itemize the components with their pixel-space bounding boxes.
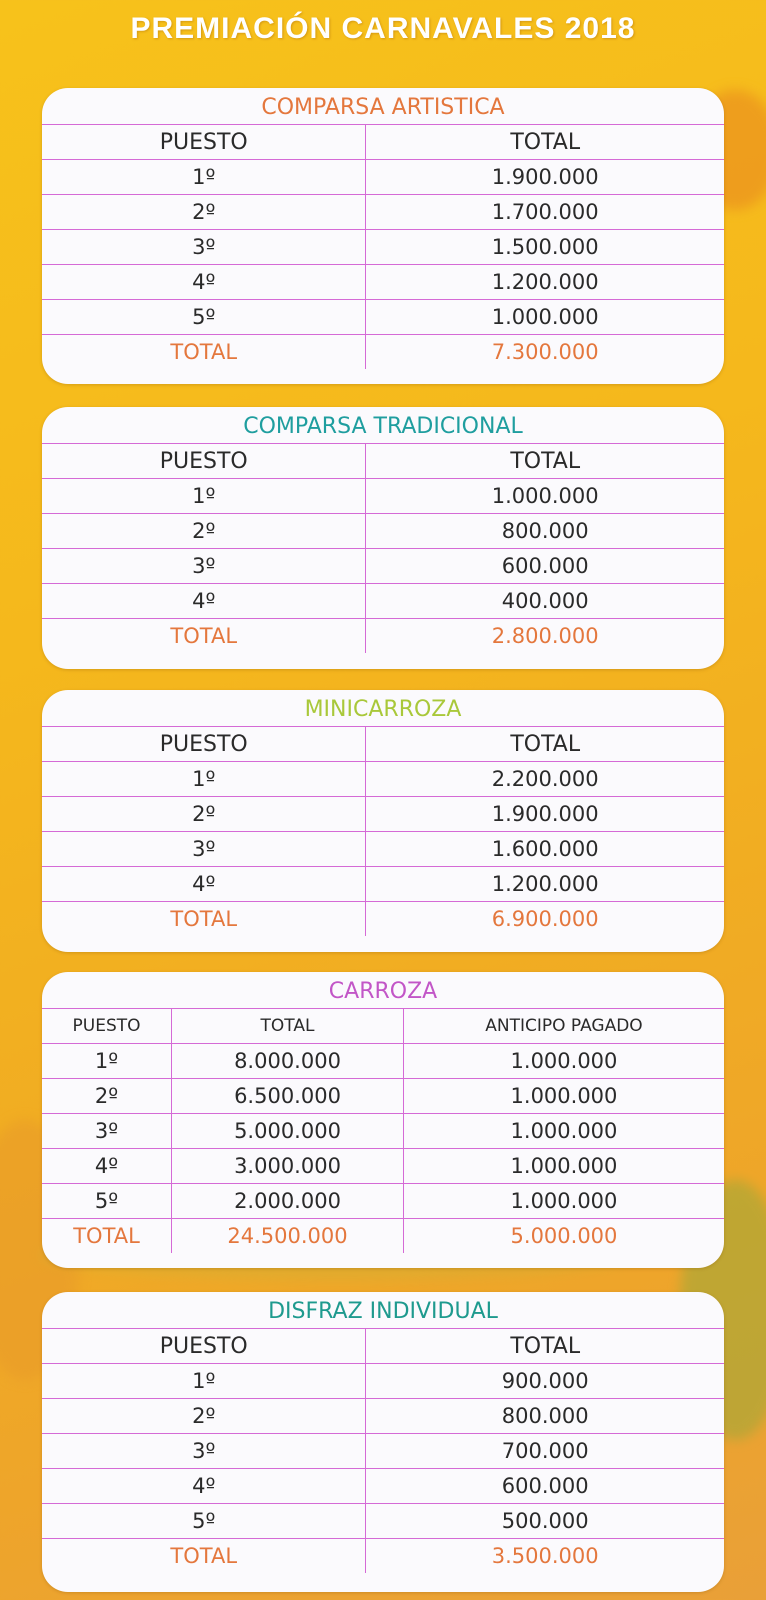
cell-total: 700.000 — [366, 1434, 724, 1469]
table-row — [42, 1364, 724, 1399]
cell-total: 8.000.000 — [172, 1044, 404, 1079]
total-value: 24.500.000 — [172, 1219, 404, 1254]
cell-total: 600.000 — [366, 1469, 724, 1504]
table-row — [42, 1114, 724, 1149]
table-row — [42, 549, 724, 584]
column-header-total: TOTAL — [366, 125, 724, 160]
table-row — [42, 160, 724, 195]
table-header-row — [42, 444, 724, 479]
table-header-row — [42, 1329, 724, 1364]
cell-anticipo: 1.000.000 — [403, 1044, 724, 1079]
total-value: 2.800.000 — [491, 624, 599, 648]
cell-puesto: 2º — [42, 514, 366, 549]
cell-puesto: 4º — [42, 867, 366, 902]
prize-table — [42, 124, 724, 369]
prize-table — [42, 1008, 724, 1253]
total-anticipo: 5.000.000 — [510, 1224, 618, 1248]
column-header-puesto: PUESTO — [42, 125, 366, 160]
column-header-puesto: PUESTO — [42, 444, 366, 479]
cell-total: 2.200.000 — [366, 762, 724, 797]
cell-puesto: 2º — [42, 195, 366, 230]
section-minicarroza — [42, 690, 724, 952]
cell-total: 1.900.000 — [366, 797, 724, 832]
cell-puesto: 5º — [42, 1504, 366, 1539]
total-label: TOTAL — [42, 335, 366, 370]
cell-puesto: 4º — [42, 1149, 172, 1184]
prize-table — [42, 443, 724, 653]
prize-table — [42, 1328, 724, 1573]
section-title: CARROZA — [328, 979, 438, 1004]
total-label: TOTAL — [42, 1539, 366, 1574]
cell-total: 5.000.000 — [172, 1114, 404, 1149]
cell-total: 1.000.000 — [366, 479, 724, 514]
cell-total: 1.500.000 — [366, 230, 724, 265]
section-carroza — [42, 972, 724, 1268]
cell-puesto: 5º — [42, 300, 366, 335]
table-header-row — [42, 125, 724, 160]
section-disfraz-individual — [42, 1292, 724, 1592]
cell-puesto: 2º — [42, 1399, 366, 1434]
table-row — [42, 1079, 724, 1114]
cell-anticipo: 1.000.000 — [403, 1149, 724, 1184]
total-value: 3.500.000 — [491, 1544, 599, 1568]
table-row — [42, 479, 724, 514]
total-label: TOTAL — [42, 902, 366, 937]
column-header-total: TOTAL — [366, 727, 724, 762]
table-row — [42, 195, 724, 230]
table-row — [42, 1434, 724, 1469]
cell-anticipo: 1.000.000 — [403, 1079, 724, 1114]
table-row — [42, 1469, 724, 1504]
page-title: PREMIACIÓN CARNAVALES 2018 — [130, 12, 636, 45]
cell-puesto: 1º — [42, 479, 366, 514]
cell-puesto: 3º — [42, 1434, 366, 1469]
cell-puesto: 5º — [42, 1184, 172, 1219]
cell-puesto: 2º — [42, 1079, 172, 1114]
cell-puesto: 3º — [42, 832, 366, 867]
prize-table — [42, 726, 724, 936]
cell-puesto: 1º — [42, 762, 366, 797]
cell-anticipo: 1.000.000 — [403, 1184, 724, 1219]
cell-total: 600.000 — [366, 549, 724, 584]
cell-puesto: 3º — [42, 1114, 172, 1149]
column-header-total: TOTAL — [172, 1009, 404, 1044]
cell-total: 1.900.000 — [366, 160, 724, 195]
table-row — [42, 1504, 724, 1539]
cell-puesto: 1º — [42, 1044, 172, 1079]
table-row — [42, 230, 724, 265]
table-row — [42, 867, 724, 902]
table-row — [42, 584, 724, 619]
cell-total: 1.200.000 — [366, 265, 724, 300]
cell-total: 2.000.000 — [172, 1184, 404, 1219]
section-title: COMPARSA TRADICIONAL — [243, 414, 523, 439]
section-title: MINICARROZA — [304, 697, 462, 722]
table-row — [42, 1184, 724, 1219]
column-header-puesto: PUESTO — [42, 727, 366, 762]
total-value: 6.900.000 — [491, 907, 599, 931]
section-comparsa-tradicional — [42, 407, 724, 669]
cell-total: 3.000.000 — [172, 1149, 404, 1184]
total-label: TOTAL — [42, 1219, 172, 1254]
column-header-puesto: PUESTO — [42, 1009, 172, 1044]
cell-puesto: 3º — [42, 549, 366, 584]
cell-total: 1.700.000 — [366, 195, 724, 230]
cell-total: 6.500.000 — [172, 1079, 404, 1114]
total-row — [42, 335, 724, 370]
table-row — [42, 762, 724, 797]
cell-puesto: 1º — [42, 160, 366, 195]
cell-total: 1.600.000 — [366, 832, 724, 867]
table-header-row — [42, 727, 724, 762]
total-row — [42, 1219, 724, 1254]
section-title: COMPARSA ARTISTICA — [261, 95, 505, 120]
total-row — [42, 902, 724, 937]
total-row — [42, 1539, 724, 1574]
cell-total: 900.000 — [366, 1364, 724, 1399]
total-value: 7.300.000 — [491, 340, 599, 364]
cell-puesto: 2º — [42, 797, 366, 832]
column-header-total: TOTAL — [366, 1329, 724, 1364]
table-header-row — [42, 1009, 724, 1044]
cell-puesto: 3º — [42, 230, 366, 265]
section-title: DISFRAZ INDIVIDUAL — [268, 1299, 498, 1324]
cell-total: 800.000 — [366, 514, 724, 549]
table-row — [42, 265, 724, 300]
cell-total: 400.000 — [366, 584, 724, 619]
table-row — [42, 797, 724, 832]
cell-puesto: 1º — [42, 1364, 366, 1399]
total-label: TOTAL — [42, 619, 366, 654]
cell-anticipo: 1.000.000 — [403, 1114, 724, 1149]
table-row — [42, 514, 724, 549]
total-row — [42, 619, 724, 654]
table-row — [42, 1149, 724, 1184]
cell-total: 500.000 — [366, 1504, 724, 1539]
cell-puesto: 4º — [42, 584, 366, 619]
cell-total: 800.000 — [366, 1399, 724, 1434]
cell-total: 1.000.000 — [366, 300, 724, 335]
column-header-total: TOTAL — [366, 444, 724, 479]
column-header-anticipo: ANTICIPO PAGADO — [403, 1009, 724, 1044]
table-row — [42, 1044, 724, 1079]
table-row — [42, 1399, 724, 1434]
table-row — [42, 832, 724, 867]
cell-puesto: 4º — [42, 1469, 366, 1504]
table-row — [42, 300, 724, 335]
cell-puesto: 4º — [42, 265, 366, 300]
cell-total: 1.200.000 — [366, 867, 724, 902]
column-header-puesto: PUESTO — [42, 1329, 366, 1364]
section-comparsa-artistica — [42, 88, 724, 384]
